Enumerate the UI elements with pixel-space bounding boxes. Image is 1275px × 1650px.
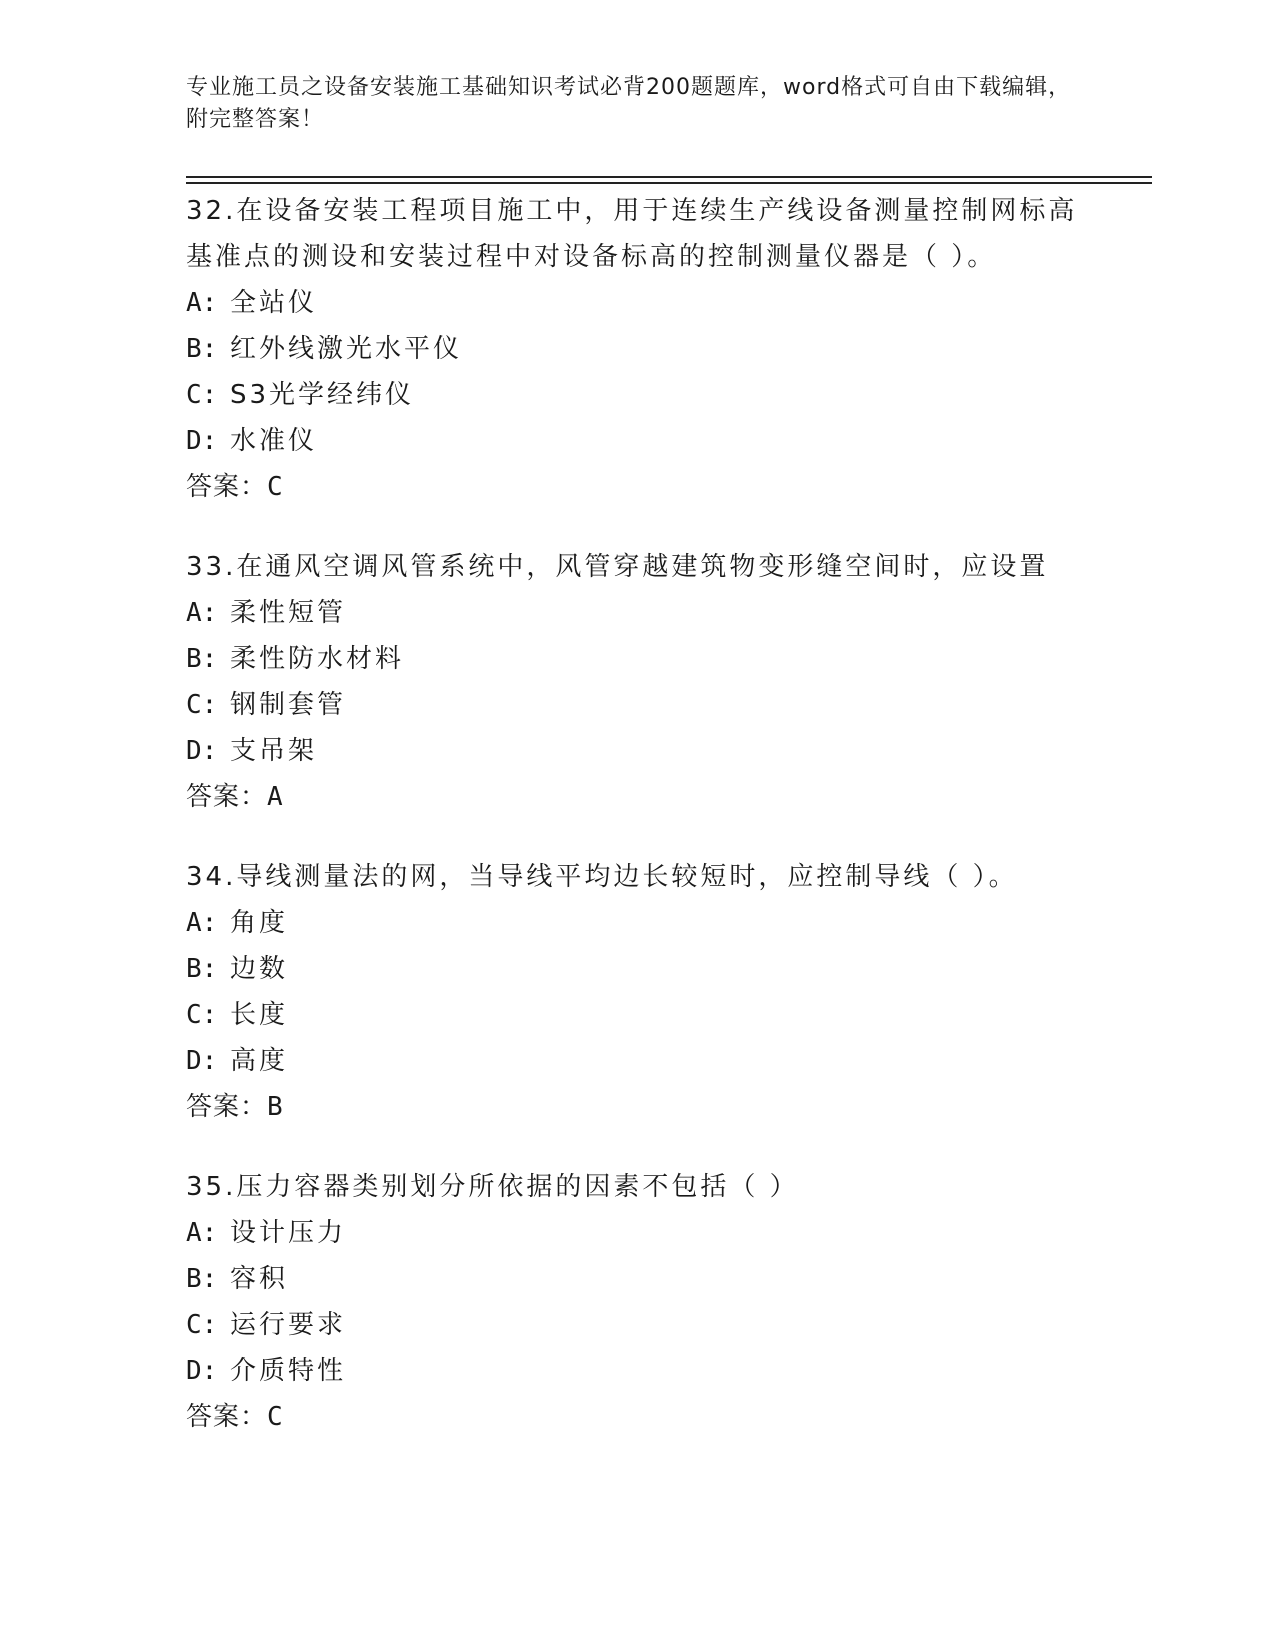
- option-d: [186, 418, 1086, 464]
- option-text: 柔性短管: [230, 598, 347, 628]
- answer-line: [186, 1084, 1086, 1130]
- option-a: [186, 280, 1086, 326]
- option-text: 容积: [230, 1264, 289, 1294]
- question-stem: 32.在设备安装工程项目施工中，用于连续生产线设备测量控制网标高基准点的测设和安装过程中对设备标高的控制测量仪器是（ ）。: [186, 196, 1078, 272]
- answer-label: 答案：: [186, 782, 268, 812]
- option-a: [186, 590, 1086, 636]
- answer-value: C: [267, 1402, 284, 1432]
- option-d: [186, 1038, 1086, 1084]
- option-letter: A:: [186, 288, 218, 318]
- question-35: [186, 1164, 1086, 1440]
- option-d: [186, 728, 1086, 774]
- option-letter: B:: [186, 1264, 218, 1294]
- answer-value: A: [267, 782, 284, 812]
- option-letter: B:: [186, 334, 218, 364]
- option-text: 设计压力: [230, 1218, 347, 1248]
- option-text: 高度: [230, 1046, 289, 1076]
- option-letter: C:: [186, 380, 218, 410]
- question-stem: 34.导线测量法的网，当导线平均边长较短时，应控制导线（ ）。: [186, 862, 1018, 892]
- option-text: 运行要求: [230, 1310, 347, 1340]
- option-letter: C:: [186, 690, 218, 720]
- answer-label: 答案：: [186, 472, 268, 502]
- answer-value: C: [267, 472, 284, 502]
- option-c: [186, 372, 1086, 418]
- header-divider-bottom: [186, 182, 1152, 184]
- option-letter: D:: [186, 1046, 218, 1076]
- option-letter: D:: [186, 1356, 218, 1386]
- option-a: [186, 900, 1086, 946]
- header-divider-top: [186, 176, 1152, 178]
- option-b: [186, 946, 1086, 992]
- answer-label: 答案：: [186, 1092, 268, 1122]
- option-d: [186, 1348, 1086, 1394]
- option-c: [186, 1302, 1086, 1348]
- option-letter: C:: [186, 1310, 218, 1340]
- option-a: [186, 1210, 1086, 1256]
- option-text: 长度: [230, 1000, 289, 1030]
- option-text: 边数: [230, 954, 289, 984]
- option-letter: B:: [186, 644, 218, 674]
- option-b: [186, 636, 1086, 682]
- question-stem: 33.在通风空调风管系统中，风管穿越建筑物变形缝空间时，应设置: [186, 552, 1049, 582]
- option-text: 介质特性: [230, 1356, 347, 1386]
- option-letter: B:: [186, 954, 218, 984]
- answer-value: B: [267, 1092, 284, 1122]
- option-letter: D:: [186, 736, 218, 766]
- question-stem: 35.压力容器类别划分所依据的因素不包括（ ）: [186, 1172, 799, 1202]
- option-text: 角度: [230, 908, 289, 938]
- question-list: [186, 188, 1086, 1474]
- option-text: 水准仪: [230, 426, 318, 456]
- option-letter: A:: [186, 1218, 218, 1248]
- answer-label: 答案：: [186, 1402, 268, 1432]
- option-text: 支吊架: [230, 736, 318, 766]
- option-text: 钢制套管: [230, 690, 347, 720]
- question-32: [186, 188, 1086, 510]
- option-letter: A:: [186, 598, 218, 628]
- option-letter: A:: [186, 908, 218, 938]
- option-letter: D:: [186, 426, 218, 456]
- option-letter: C:: [186, 1000, 218, 1030]
- option-text: S3光学经纬仪: [230, 380, 415, 410]
- answer-line: [186, 1394, 1086, 1440]
- option-b: [186, 326, 1086, 372]
- option-c: [186, 682, 1086, 728]
- option-text: 全站仪: [230, 288, 318, 318]
- question-34: [186, 854, 1086, 1130]
- option-c: [186, 992, 1086, 1038]
- option-b: [186, 1256, 1086, 1302]
- answer-line: [186, 774, 1086, 820]
- option-text: 红外线激光水平仪: [230, 334, 463, 364]
- document-header: 专业施工员之设备安装施工基础知识考试必背200题题库，word格式可自由下载编辑，附完整答案！: [186, 75, 1072, 132]
- answer-line: [186, 464, 1086, 510]
- option-text: 柔性防水材料: [230, 644, 405, 674]
- question-33: [186, 544, 1086, 820]
